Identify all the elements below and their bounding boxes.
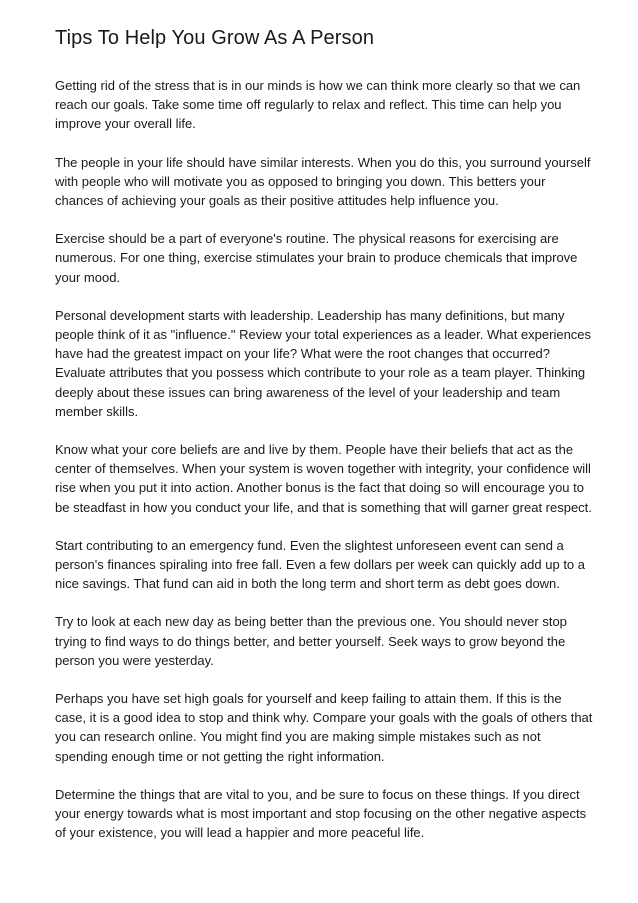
paragraph-emergency-fund: Start contributing to an emergency fund. Even the slightest unforeseen event can send a person's finances spiraling into free fall. Even a few dollars per week can quickly add up to a nice savings. That fund can aid in both the long term and short term as debt goes down. xyxy=(55,537,585,592)
paragraph-vital-things: Determine the things that are vital to you, and be sure to focus on these things. If you direct your energy towards what is most important and stop focusing on the other negative aspects of your existence, you will lead a happier and more peaceful life. xyxy=(55,786,587,841)
document-title: Tips To Help You Grow As A Person xyxy=(55,27,375,49)
document-page xyxy=(55,24,595,862)
paragraph-high-goals: Perhaps you have set high goals for yourself and keep failing to attain them. If this is the case, it is a good idea to stop and think why. Compare your goals with the goals of others that you can research online. You might find you are making simple mistakes such as not spending enough time or not getting the right information. xyxy=(55,691,593,764)
paragraph-new-day: Try to look at each new day as being better than the previous one. You should never stop trying to find ways to do things better, and better yourself. Seek ways to grow beyond the person you were yesterday. xyxy=(55,614,567,668)
paragraph-people: The people in your life should have similar interests. When you do this, you surround yourself with people who will motivate you as opposed to bringing you down. This betters your chances of achieving your goals as their positive attitudes help influence you. xyxy=(55,154,591,209)
paragraph-exercise: Exercise should be a part of everyone's routine. The physical reasons for exercising are numerous. For one thing, exercise stimulates your brain to produce chemicals that improve your mood. xyxy=(55,231,578,285)
paragraph-leadership: Personal development starts with leadership. Leadership has many definitions, but many people think of it as "influence." Review your total experiences as a leader. What experiences have had the greatest impact on your life? What were the root changes that occurred? Evaluate attributes that you possess which contribute to your role as a team player. Thinking deeply about these issues can bring awareness of the level of your leadership and team member skills. xyxy=(55,307,592,419)
paragraph-core-beliefs: Know what your core beliefs are and live by them. People have their beliefs that act as the center of themselves. When your system is woven together with integrity, your confidence will rise when you put it into action. Another bonus is the fact that doing so will encourage you to be steadfast in how you conduct your life, and that is something that will garner great respect. xyxy=(55,442,592,515)
paragraph-stress: Getting rid of the stress that is in our minds is how we can think more clearly so that we can reach our goals. Take some time off regularly to relax and reflect. This time can help you improve your overall life. xyxy=(55,78,581,132)
